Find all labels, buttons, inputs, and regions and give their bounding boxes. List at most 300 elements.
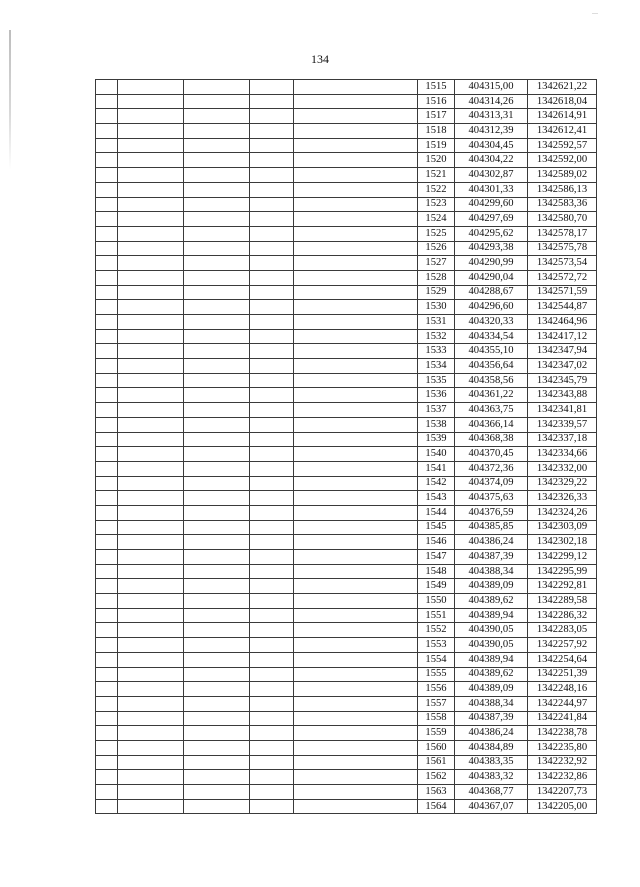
x-coordinate-cell: 404312,39 bbox=[455, 124, 528, 139]
y-coordinate-cell: 1342343,88 bbox=[528, 388, 597, 403]
table-row bbox=[96, 535, 597, 550]
empty-cell bbox=[250, 417, 294, 432]
x-coordinate-cell: 404368,38 bbox=[455, 432, 528, 447]
x-coordinate-cell: 404296,60 bbox=[455, 300, 528, 315]
point-number-cell: 1532 bbox=[418, 329, 455, 344]
table-row bbox=[96, 594, 597, 609]
empty-cell bbox=[184, 696, 250, 711]
empty-cell bbox=[118, 623, 184, 638]
y-coordinate-cell: 1342295,99 bbox=[528, 564, 597, 579]
point-number-cell: 1560 bbox=[418, 740, 455, 755]
point-number-cell: 1562 bbox=[418, 770, 455, 785]
empty-cell bbox=[184, 300, 250, 315]
table-row bbox=[96, 682, 597, 697]
empty-cell bbox=[184, 270, 250, 285]
empty-cell bbox=[96, 740, 118, 755]
empty-cell bbox=[250, 315, 294, 330]
empty-cell bbox=[294, 329, 418, 344]
scan-margin-shadow bbox=[9, 30, 11, 170]
empty-cell bbox=[294, 564, 418, 579]
x-coordinate-cell: 404386,24 bbox=[455, 726, 528, 741]
x-coordinate-cell: 404314,26 bbox=[455, 94, 528, 109]
table-row bbox=[96, 505, 597, 520]
table-row bbox=[96, 80, 597, 95]
y-coordinate-cell: 1342592,57 bbox=[528, 138, 597, 153]
empty-cell bbox=[96, 652, 118, 667]
x-coordinate-cell: 404320,33 bbox=[455, 315, 528, 330]
table-row bbox=[96, 696, 597, 711]
empty-cell bbox=[96, 168, 118, 183]
empty-cell bbox=[294, 799, 418, 814]
empty-cell bbox=[250, 535, 294, 550]
point-number-cell: 1542 bbox=[418, 476, 455, 491]
empty-cell bbox=[250, 197, 294, 212]
x-coordinate-cell: 404302,87 bbox=[455, 168, 528, 183]
table-row bbox=[96, 491, 597, 506]
empty-cell bbox=[250, 168, 294, 183]
empty-cell bbox=[118, 740, 184, 755]
empty-cell bbox=[250, 770, 294, 785]
x-coordinate-cell: 404389,09 bbox=[455, 682, 528, 697]
empty-cell bbox=[294, 80, 418, 95]
empty-cell bbox=[250, 579, 294, 594]
empty-cell bbox=[250, 182, 294, 197]
point-number-cell: 1551 bbox=[418, 608, 455, 623]
empty-cell bbox=[96, 550, 118, 565]
empty-cell bbox=[118, 564, 184, 579]
empty-cell bbox=[118, 696, 184, 711]
empty-cell bbox=[184, 461, 250, 476]
empty-cell bbox=[118, 94, 184, 109]
y-coordinate-cell: 1342232,86 bbox=[528, 770, 597, 785]
empty-cell bbox=[250, 212, 294, 227]
table-row bbox=[96, 623, 597, 638]
scan-speck bbox=[592, 13, 598, 14]
point-number-cell: 1533 bbox=[418, 344, 455, 359]
empty-cell bbox=[294, 770, 418, 785]
empty-cell bbox=[118, 417, 184, 432]
table-row bbox=[96, 740, 597, 755]
y-coordinate-cell: 1342580,70 bbox=[528, 212, 597, 227]
point-number-cell: 1517 bbox=[418, 109, 455, 124]
empty-cell bbox=[250, 608, 294, 623]
empty-cell bbox=[118, 652, 184, 667]
empty-cell bbox=[118, 270, 184, 285]
x-coordinate-cell: 404288,67 bbox=[455, 285, 528, 300]
empty-cell bbox=[96, 594, 118, 609]
table-row bbox=[96, 579, 597, 594]
x-coordinate-cell: 404389,09 bbox=[455, 579, 528, 594]
point-number-cell: 1558 bbox=[418, 711, 455, 726]
empty-cell bbox=[184, 315, 250, 330]
empty-cell bbox=[96, 535, 118, 550]
empty-cell bbox=[294, 476, 418, 491]
empty-cell bbox=[118, 608, 184, 623]
table-row bbox=[96, 403, 597, 418]
empty-cell bbox=[294, 300, 418, 315]
empty-cell bbox=[250, 564, 294, 579]
table-row bbox=[96, 755, 597, 770]
y-coordinate-cell: 1342347,94 bbox=[528, 344, 597, 359]
table-row bbox=[96, 359, 597, 374]
empty-cell bbox=[96, 432, 118, 447]
table-row bbox=[96, 770, 597, 785]
empty-cell bbox=[294, 785, 418, 800]
empty-cell bbox=[250, 359, 294, 374]
point-number-cell: 1552 bbox=[418, 623, 455, 638]
empty-cell bbox=[294, 168, 418, 183]
empty-cell bbox=[294, 344, 418, 359]
empty-cell bbox=[294, 359, 418, 374]
empty-cell bbox=[96, 344, 118, 359]
empty-cell bbox=[184, 505, 250, 520]
table-row bbox=[96, 476, 597, 491]
table-row bbox=[96, 197, 597, 212]
point-number-cell: 1538 bbox=[418, 417, 455, 432]
empty-cell bbox=[118, 520, 184, 535]
empty-cell bbox=[96, 476, 118, 491]
table-row bbox=[96, 241, 597, 256]
y-coordinate-cell: 1342324,26 bbox=[528, 505, 597, 520]
empty-cell bbox=[250, 520, 294, 535]
table-row bbox=[96, 799, 597, 814]
x-coordinate-cell: 404389,62 bbox=[455, 594, 528, 609]
empty-cell bbox=[184, 785, 250, 800]
x-coordinate-cell: 404383,35 bbox=[455, 755, 528, 770]
empty-cell bbox=[250, 491, 294, 506]
empty-cell bbox=[184, 740, 250, 755]
y-coordinate-cell: 1342575,78 bbox=[528, 241, 597, 256]
empty-cell bbox=[118, 80, 184, 95]
empty-cell bbox=[118, 109, 184, 124]
empty-cell bbox=[294, 535, 418, 550]
empty-cell bbox=[96, 182, 118, 197]
table-row bbox=[96, 711, 597, 726]
point-number-cell: 1563 bbox=[418, 785, 455, 800]
table-row bbox=[96, 638, 597, 653]
table-row bbox=[96, 785, 597, 800]
point-number-cell: 1523 bbox=[418, 197, 455, 212]
empty-cell bbox=[294, 256, 418, 271]
point-number-cell: 1546 bbox=[418, 535, 455, 550]
empty-cell bbox=[250, 505, 294, 520]
empty-cell bbox=[96, 667, 118, 682]
empty-cell bbox=[118, 197, 184, 212]
empty-cell bbox=[184, 432, 250, 447]
empty-cell bbox=[118, 461, 184, 476]
empty-cell bbox=[294, 285, 418, 300]
empty-cell bbox=[294, 447, 418, 462]
empty-cell bbox=[250, 652, 294, 667]
empty-cell bbox=[96, 579, 118, 594]
empty-cell bbox=[250, 682, 294, 697]
point-number-cell: 1527 bbox=[418, 256, 455, 271]
empty-cell bbox=[250, 726, 294, 741]
empty-cell bbox=[118, 770, 184, 785]
table-row bbox=[96, 329, 597, 344]
empty-cell bbox=[250, 153, 294, 168]
table-row bbox=[96, 550, 597, 565]
empty-cell bbox=[184, 491, 250, 506]
empty-cell bbox=[118, 667, 184, 682]
point-number-cell: 1564 bbox=[418, 799, 455, 814]
empty-cell bbox=[118, 579, 184, 594]
point-number-cell: 1519 bbox=[418, 138, 455, 153]
empty-cell bbox=[118, 359, 184, 374]
empty-cell bbox=[294, 94, 418, 109]
x-coordinate-cell: 404374,09 bbox=[455, 476, 528, 491]
table-row bbox=[96, 461, 597, 476]
empty-cell bbox=[294, 740, 418, 755]
y-coordinate-cell: 1342257,92 bbox=[528, 638, 597, 653]
empty-cell bbox=[184, 285, 250, 300]
x-coordinate-cell: 404386,24 bbox=[455, 535, 528, 550]
empty-cell bbox=[96, 270, 118, 285]
empty-cell bbox=[118, 285, 184, 300]
empty-cell bbox=[184, 94, 250, 109]
empty-cell bbox=[250, 329, 294, 344]
point-number-cell: 1521 bbox=[418, 168, 455, 183]
y-coordinate-cell: 1342303,09 bbox=[528, 520, 597, 535]
empty-cell bbox=[118, 505, 184, 520]
empty-cell bbox=[294, 182, 418, 197]
empty-cell bbox=[294, 579, 418, 594]
empty-cell bbox=[96, 373, 118, 388]
point-number-cell: 1549 bbox=[418, 579, 455, 594]
y-coordinate-cell: 1342589,02 bbox=[528, 168, 597, 183]
y-coordinate-cell: 1342583,36 bbox=[528, 197, 597, 212]
y-coordinate-cell: 1342572,72 bbox=[528, 270, 597, 285]
empty-cell bbox=[96, 491, 118, 506]
x-coordinate-cell: 404389,94 bbox=[455, 608, 528, 623]
empty-cell bbox=[96, 124, 118, 139]
empty-cell bbox=[96, 226, 118, 241]
empty-cell bbox=[184, 256, 250, 271]
empty-cell bbox=[250, 461, 294, 476]
empty-cell bbox=[96, 80, 118, 95]
empty-cell bbox=[118, 403, 184, 418]
point-number-cell: 1537 bbox=[418, 403, 455, 418]
table-row bbox=[96, 94, 597, 109]
x-coordinate-cell: 404356,64 bbox=[455, 359, 528, 374]
empty-cell bbox=[118, 124, 184, 139]
empty-cell bbox=[96, 770, 118, 785]
empty-cell bbox=[250, 344, 294, 359]
table-row bbox=[96, 447, 597, 462]
empty-cell bbox=[184, 726, 250, 741]
y-coordinate-cell: 1342254,64 bbox=[528, 652, 597, 667]
x-coordinate-cell: 404388,34 bbox=[455, 696, 528, 711]
empty-cell bbox=[118, 755, 184, 770]
x-coordinate-cell: 404384,89 bbox=[455, 740, 528, 755]
y-coordinate-cell: 1342341,81 bbox=[528, 403, 597, 418]
empty-cell bbox=[96, 682, 118, 697]
x-coordinate-cell: 404387,39 bbox=[455, 711, 528, 726]
x-coordinate-cell: 404304,45 bbox=[455, 138, 528, 153]
empty-cell bbox=[184, 550, 250, 565]
table-row bbox=[96, 153, 597, 168]
empty-cell bbox=[250, 270, 294, 285]
point-number-cell: 1545 bbox=[418, 520, 455, 535]
x-coordinate-cell: 404301,33 bbox=[455, 182, 528, 197]
point-number-cell: 1529 bbox=[418, 285, 455, 300]
x-coordinate-cell: 404315,00 bbox=[455, 80, 528, 95]
empty-cell bbox=[184, 770, 250, 785]
empty-cell bbox=[118, 344, 184, 359]
point-number-cell: 1543 bbox=[418, 491, 455, 506]
point-number-cell: 1535 bbox=[418, 373, 455, 388]
point-number-cell: 1548 bbox=[418, 564, 455, 579]
empty-cell bbox=[250, 711, 294, 726]
y-coordinate-cell: 1342232,92 bbox=[528, 755, 597, 770]
empty-cell bbox=[118, 432, 184, 447]
y-coordinate-cell: 1342283,05 bbox=[528, 623, 597, 638]
x-coordinate-cell: 404366,14 bbox=[455, 417, 528, 432]
empty-cell bbox=[118, 373, 184, 388]
empty-cell bbox=[294, 505, 418, 520]
table-row bbox=[96, 520, 597, 535]
empty-cell bbox=[96, 300, 118, 315]
y-coordinate-cell: 1342618,04 bbox=[528, 94, 597, 109]
x-coordinate-cell: 404372,36 bbox=[455, 461, 528, 476]
empty-cell bbox=[250, 623, 294, 638]
point-number-cell: 1525 bbox=[418, 226, 455, 241]
empty-cell bbox=[294, 315, 418, 330]
empty-cell bbox=[184, 447, 250, 462]
y-coordinate-cell: 1342621,22 bbox=[528, 80, 597, 95]
empty-cell bbox=[250, 373, 294, 388]
y-coordinate-cell: 1342573,54 bbox=[528, 256, 597, 271]
empty-cell bbox=[294, 608, 418, 623]
empty-cell bbox=[294, 197, 418, 212]
empty-cell bbox=[250, 638, 294, 653]
empty-cell bbox=[118, 799, 184, 814]
empty-cell bbox=[250, 403, 294, 418]
empty-cell bbox=[96, 461, 118, 476]
empty-cell bbox=[250, 447, 294, 462]
y-coordinate-cell: 1342332,00 bbox=[528, 461, 597, 476]
empty-cell bbox=[118, 388, 184, 403]
empty-cell bbox=[250, 285, 294, 300]
empty-cell bbox=[184, 373, 250, 388]
empty-cell bbox=[118, 535, 184, 550]
empty-cell bbox=[96, 241, 118, 256]
y-coordinate-cell: 1342334,66 bbox=[528, 447, 597, 462]
empty-cell bbox=[294, 726, 418, 741]
empty-cell bbox=[184, 799, 250, 814]
y-coordinate-cell: 1342339,57 bbox=[528, 417, 597, 432]
empty-cell bbox=[184, 226, 250, 241]
empty-cell bbox=[184, 388, 250, 403]
empty-cell bbox=[250, 109, 294, 124]
table-row bbox=[96, 417, 597, 432]
point-number-cell: 1524 bbox=[418, 212, 455, 227]
empty-cell bbox=[294, 109, 418, 124]
y-coordinate-cell: 1342248,16 bbox=[528, 682, 597, 697]
point-number-cell: 1522 bbox=[418, 182, 455, 197]
point-number-cell: 1557 bbox=[418, 696, 455, 711]
empty-cell bbox=[184, 80, 250, 95]
point-number-cell: 1540 bbox=[418, 447, 455, 462]
y-coordinate-cell: 1342347,02 bbox=[528, 359, 597, 374]
empty-cell bbox=[294, 755, 418, 770]
table-row bbox=[96, 344, 597, 359]
empty-cell bbox=[96, 109, 118, 124]
empty-cell bbox=[184, 153, 250, 168]
empty-cell bbox=[184, 344, 250, 359]
table-row bbox=[96, 300, 597, 315]
empty-cell bbox=[96, 638, 118, 653]
empty-cell bbox=[250, 667, 294, 682]
coordinates-table-body bbox=[96, 80, 597, 814]
empty-cell bbox=[184, 652, 250, 667]
empty-cell bbox=[294, 226, 418, 241]
y-coordinate-cell: 1342345,79 bbox=[528, 373, 597, 388]
empty-cell bbox=[118, 256, 184, 271]
empty-cell bbox=[250, 476, 294, 491]
y-coordinate-cell: 1342592,00 bbox=[528, 153, 597, 168]
x-coordinate-cell: 404390,05 bbox=[455, 623, 528, 638]
empty-cell bbox=[118, 182, 184, 197]
point-number-cell: 1516 bbox=[418, 94, 455, 109]
y-coordinate-cell: 1342571,59 bbox=[528, 285, 597, 300]
coordinates-table bbox=[95, 79, 597, 814]
empty-cell bbox=[294, 623, 418, 638]
empty-cell bbox=[250, 256, 294, 271]
empty-cell bbox=[118, 476, 184, 491]
empty-cell bbox=[294, 682, 418, 697]
empty-cell bbox=[118, 638, 184, 653]
empty-cell bbox=[96, 329, 118, 344]
y-coordinate-cell: 1342299,12 bbox=[528, 550, 597, 565]
y-coordinate-cell: 1342326,33 bbox=[528, 491, 597, 506]
empty-cell bbox=[294, 138, 418, 153]
y-coordinate-cell: 1342586,13 bbox=[528, 182, 597, 197]
empty-cell bbox=[184, 564, 250, 579]
x-coordinate-cell: 404385,85 bbox=[455, 520, 528, 535]
empty-cell bbox=[184, 594, 250, 609]
empty-cell bbox=[184, 638, 250, 653]
x-coordinate-cell: 404390,05 bbox=[455, 638, 528, 653]
x-coordinate-cell: 404389,94 bbox=[455, 652, 528, 667]
y-coordinate-cell: 1342612,41 bbox=[528, 124, 597, 139]
empty-cell bbox=[294, 124, 418, 139]
x-coordinate-cell: 404361,22 bbox=[455, 388, 528, 403]
point-number-cell: 1534 bbox=[418, 359, 455, 374]
point-number-cell: 1531 bbox=[418, 315, 455, 330]
empty-cell bbox=[294, 212, 418, 227]
empty-cell bbox=[96, 285, 118, 300]
empty-cell bbox=[250, 138, 294, 153]
x-coordinate-cell: 404313,31 bbox=[455, 109, 528, 124]
point-number-cell: 1536 bbox=[418, 388, 455, 403]
point-number-cell: 1561 bbox=[418, 755, 455, 770]
empty-cell bbox=[250, 241, 294, 256]
empty-cell bbox=[96, 417, 118, 432]
table-row bbox=[96, 109, 597, 124]
empty-cell bbox=[96, 403, 118, 418]
table-row bbox=[96, 726, 597, 741]
empty-cell bbox=[184, 359, 250, 374]
y-coordinate-cell: 1342238,78 bbox=[528, 726, 597, 741]
point-number-cell: 1555 bbox=[418, 667, 455, 682]
empty-cell bbox=[96, 388, 118, 403]
point-number-cell: 1544 bbox=[418, 505, 455, 520]
empty-cell bbox=[184, 403, 250, 418]
empty-cell bbox=[184, 168, 250, 183]
empty-cell bbox=[96, 785, 118, 800]
x-coordinate-cell: 404355,10 bbox=[455, 344, 528, 359]
